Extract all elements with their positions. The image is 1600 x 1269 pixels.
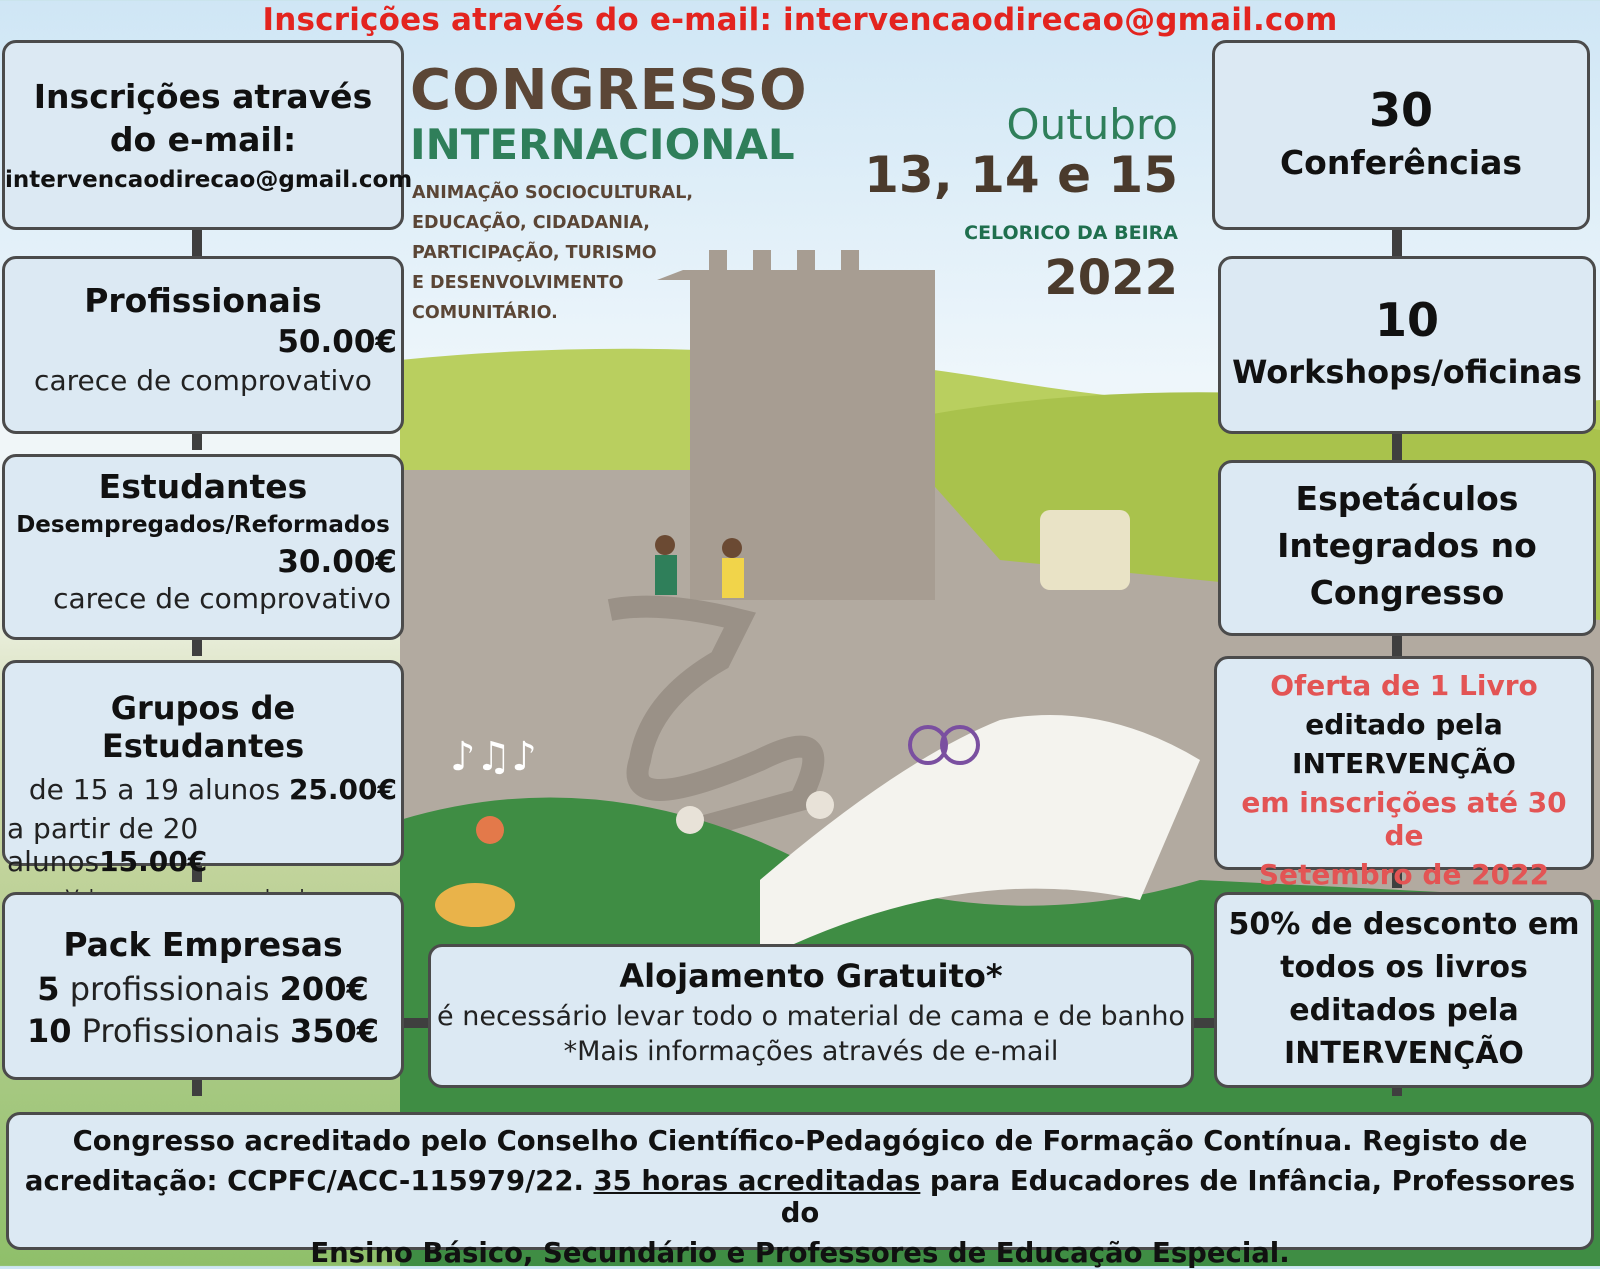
pricing-row-label: Profissionais (71, 1012, 290, 1050)
pricing-row (5, 1012, 401, 1050)
discount-line: editados pela (1289, 993, 1519, 1028)
registration-email[interactable]: intervencaodirecao@gmail.com (5, 167, 413, 193)
connector-right (1392, 430, 1402, 460)
theme-line: COMUNITÁRIO. (412, 303, 558, 323)
stat-conferencias (1212, 40, 1590, 230)
oferta-livro-box (1214, 656, 1594, 891)
music-notes-icon: ♪♫♪ (450, 734, 537, 780)
stat-workshops (1218, 256, 1596, 434)
pricing-row (5, 773, 401, 806)
pricing-price: 50.00€ (277, 324, 397, 360)
walker-figure (722, 538, 742, 558)
offer-deadline: Setembro de 2022 (1258, 858, 1550, 891)
alojamento-info: *Mais informações através de e-mail (563, 1036, 1059, 1067)
connector-left (192, 226, 202, 256)
guitar-icon (435, 883, 515, 927)
accreditation-line: Ensino Básico, Secundário e Professores de Educação Especial. (310, 1237, 1290, 1269)
alojamento-box (428, 944, 1194, 1088)
pricing-row-label: de 15 a 19 alunos (28, 773, 289, 806)
pricing-price: 30.00€ (277, 544, 397, 580)
pricing-row-count: 5 (37, 970, 60, 1008)
offer-line: editado pela (1305, 708, 1503, 741)
discount-line: 50% de desconto em (1228, 907, 1580, 942)
stat-label: Workshops/oficinas (1232, 353, 1582, 391)
musicians-group (1040, 510, 1130, 590)
accreditation-box (6, 1112, 1594, 1269)
pricing-pack-empresas (2, 892, 404, 1080)
event-days: 13, 14 e 15 (864, 146, 1178, 204)
espetaculos-line: Integrados no (1277, 526, 1537, 565)
stat-number: 10 (1374, 293, 1439, 347)
pricing-profissionais (2, 256, 404, 434)
pricing-row-price: 15.00€ (99, 845, 208, 878)
stat-label: Conferências (1279, 143, 1523, 182)
accreditation-code: acreditação: CCPFC/ACC-115979/22. (24, 1165, 594, 1197)
pricing-row-count: 10 (26, 1012, 72, 1050)
offer-line: INTERVENÇÃO (1292, 747, 1516, 780)
accreditation-line (9, 1165, 1591, 1229)
discount-line: todos os livros (1280, 950, 1528, 985)
offer-deadline: em inscrições até 30 de (1241, 786, 1567, 852)
event-location: CELORICO DA BEIRA (964, 222, 1178, 244)
congress-themes (412, 178, 693, 328)
pricing-estudantes (2, 454, 404, 640)
accreditation-audience: para Educadores de Infância, Professores do (780, 1165, 1576, 1229)
congress-title: CONGRESSO (410, 58, 808, 123)
espetaculos-box (1218, 460, 1596, 636)
desconto-box (1214, 892, 1594, 1088)
pricing-subtitle: Desempregados/Reformados (16, 512, 390, 538)
pricing-row-label: a partir de 20 alunos (7, 812, 199, 878)
registration-heading: Inscrições através (33, 77, 373, 116)
registration-email-box (2, 40, 413, 230)
pricing-note: carece de comprovativo (34, 364, 372, 397)
alojamento-note: é necessário levar todo o material de cama e de banho (437, 1001, 1185, 1032)
event-year: 2022 (1044, 250, 1178, 306)
accreditation-hours: 35 horas acreditadas (593, 1165, 921, 1197)
dancer-figure (676, 806, 704, 834)
accreditation-line: Congresso acreditado pelo Conselho Científico-Pedagógico de Formação Contínua. Registo de (72, 1125, 1528, 1157)
pricing-grupos (2, 660, 404, 878)
pricing-row (5, 970, 401, 1008)
walker-body (722, 558, 744, 598)
event-month: Outubro (1006, 100, 1178, 149)
pricing-note: carece de comprovativo (53, 582, 391, 615)
pricing-row (5, 812, 401, 878)
theme-line: E DESENVOLVIMENTO (412, 273, 624, 293)
pricing-row-price: 25.00€ (288, 773, 397, 806)
theme-line: EDUCAÇÃO, CIDADANIA, (412, 213, 650, 233)
hiker-figure (655, 535, 675, 555)
pricing-title: Estudantes (98, 467, 308, 506)
dancer-figure-2 (806, 791, 834, 819)
pricing-title: Grupos de Estudantes (101, 689, 305, 765)
connector-right (1392, 226, 1402, 256)
stat-number: 30 (1368, 83, 1433, 137)
registration-heading-2: do e-mail: (109, 120, 297, 159)
espetaculos-line: Espetáculos (1295, 479, 1519, 518)
guitarist-figure (476, 816, 504, 844)
pricing-row-price: 200€ (279, 970, 369, 1008)
pricing-title: Pack Empresas (63, 925, 343, 964)
discount-line: INTERVENÇÃO (1284, 1036, 1524, 1071)
offer-line: Oferta de 1 Livro (1270, 669, 1538, 702)
theme-line: PARTICIPAÇÃO, TURISMO (412, 243, 657, 263)
alojamento-title: Alojamento Gratuito* (619, 957, 1003, 995)
pricing-title: Profissionais (84, 281, 322, 320)
congress-subtitle-internacional: INTERNACIONAL (410, 120, 795, 169)
connector-right (1392, 636, 1402, 656)
theme-line: ANIMAÇÃO SOCIOCULTURAL, (412, 183, 693, 203)
connector-center (400, 1018, 430, 1028)
espetaculos-line: Congresso (1309, 573, 1505, 612)
registration-email-banner: Inscrições através do e-mail: intervencaodirecao@gmail.com (262, 2, 1338, 38)
hiker-body (655, 555, 677, 595)
pricing-row-label: profissionais (59, 970, 280, 1008)
pricing-row-price: 350€ (290, 1012, 380, 1050)
